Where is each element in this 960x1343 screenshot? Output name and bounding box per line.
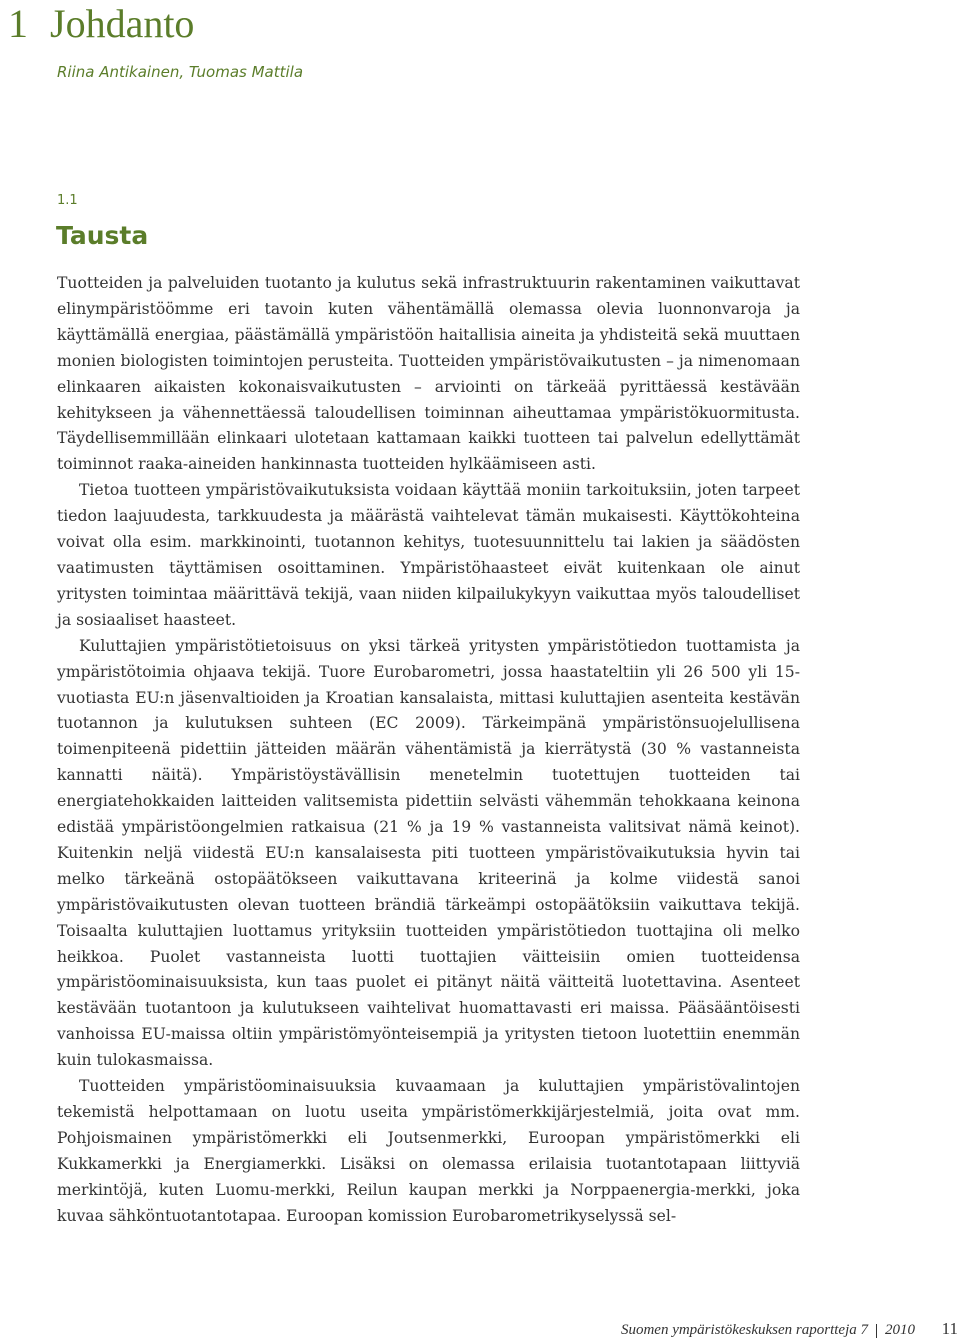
page-number: 11 — [941, 1319, 958, 1338]
chapter-title: Johdanto — [50, 1, 195, 46]
chapter-heading — [8, 0, 194, 48]
running-footer — [621, 1322, 915, 1339]
section-number: 1.1 — [57, 193, 78, 208]
paragraph: Tuotteiden ja palveluiden tuotanto ja kulutus sekä infrastruktuurin rakentaminen vaikuttavat elinympäristöömme eri tavoin kuten vähentämällä olemassa olevia luonnonvaroja ja käyttämällä energiaa, päästämällä ympäristöön haitallisia aineita ja yhdisteitä sekä muuttaen monien biologisten toimintojen perusteita. Tuotteiden ympäristövaikutusten – ja nimenomaan elinkaaren aikaisten kokonaisvaikutusten – arviointi on tärkeää pyrittäessä kestävään kehitykseen ja vähennettäessä taloudellisen toiminnan aiheuttamaa ympäristökuormitusta. Täydellisemmillään elinkaari ulotetaan kattamaan kaikki tuotteen tai palvelun edellyttämät toiminnot raaka-aineiden hankinnasta tuotteiden hylkäämiseen asti. — [57, 274, 800, 474]
paragraph: Kuluttajien ympäristötietoisuus on yksi tärkeä yritysten ympäristötiedon tuottamista ja ympäristötoimia ohjaava tekijä. Tuore Eurobarometri, jossa haastateltiin yli 26 500 yli 15-vuotiasta EU:n jäsenvaltioiden ja Kroatian kansalaista, mittasi kuluttajien asenteita kestävän tuotannon ja kulutuksen suhteen (EC 2009). Tärkeimpänä ympäristönsuojelullisena toimenpiteenä pidettiin jätteiden määrän vähentämistä ja kierrätystä (30 % vastanneista kannatti näitä). Ympäristöystävällisin menetelmin tuotettujen tuotteiden tai energiatehokkaiden laitteiden valitsemista pidettiin selvästi vähemmän tehokkaana keinona edistää ympäristöongelmien ratkaisua (21 % ja 19 % vastanneista valitsivat nämä keinot). Kuitenkin neljä viidestä EU:n kansalaisesta piti tuotteen ympäristövaikutuksia hyvin tai melko tärkeänä ostopäätökseen vaikuttavana kriteerinä ja kolme viidestä sanoi ympäristövaikutusten olevan tuotteen brändiä tärkeämpi ostopäätöksiin vaikuttava tekijä. Toisaalta kuluttajien luottamus yrityksiin tuotteiden ympäristötiedon tuottajina oli melko heikkoa. Puolet vastanneista luotti tuottajien väitteisiin omien tuotteidensa ympäristöominaisuuksista, kun taas puolet ei pitänyt näitä väitteitä luotettavina. Asenteet kestävään tuotantoon ja kulutukseen vaihtelivat huomattavasti eri maissa. Pääsääntöisesti vanhoissa EU-maissa oltiin ympäristömyönteisempiä ja yritysten tietoon luotettiin enemmän kuin tulokasmaissa. — [57, 636, 800, 1070]
paragraph: Tietoa tuotteen ympäristövaikutuksista voidaan käyttää moniin tarkoituksiin, joten tarpeet tiedon laajuudesta, tarkkuudesta ja määrästä vaihtelevat tämän mukaisesti. Käyttökohteina voivat olla esim. markkinointi, tuotannon kehitys, tuotesuunnittelu tai lakien ja säädösten vaatimusten täyttämisen osoittaminen. Ympäristöhaasteet eivät kuitenkaan ole ainut yritysten toimintaa määrittävä tekijä, vaan niiden kilpailukykyyn vaikuttaa myös taloudelliset ja sosiaaliset haasteet. — [57, 481, 800, 629]
paragraph: Tuotteiden ympäristöominaisuuksia kuvaamaan ja kuluttajien ympäristövalintojen tekemistä helpottamaan on luotu useita ympäristömerkkijärjestelmiä, joita ovat mm. Pohjoismainen ympäristömerkki eli Joutsenmerkki, Euroopan ympäristömerkki eli Kukkamerkki ja Energiamerkki. Lisäksi on olemassa erilaisia tuotantotapaan liittyviä merkintöjä, kuten Luomu-merkki, Reilun kaupan merkki ja Norppaenergia-merkki, joka kuvaa sähköntuotantotapaa. Euroopan komission Eurobarometrikyselyssä sel- — [57, 1077, 800, 1225]
footer-issue: 7 — [860, 1322, 868, 1338]
footer-year: 2010 — [885, 1322, 915, 1338]
section-title: Tausta — [56, 221, 149, 250]
body-text — [57, 271, 800, 1230]
footer-series: Suomen ympäristökeskuksen raportteja — [620, 1322, 857, 1338]
footer-separator — [876, 1324, 877, 1338]
chapter-authors: Riina Antikainen, Tuomas Mattila — [57, 63, 304, 81]
chapter-number: 1 — [8, 1, 28, 46]
